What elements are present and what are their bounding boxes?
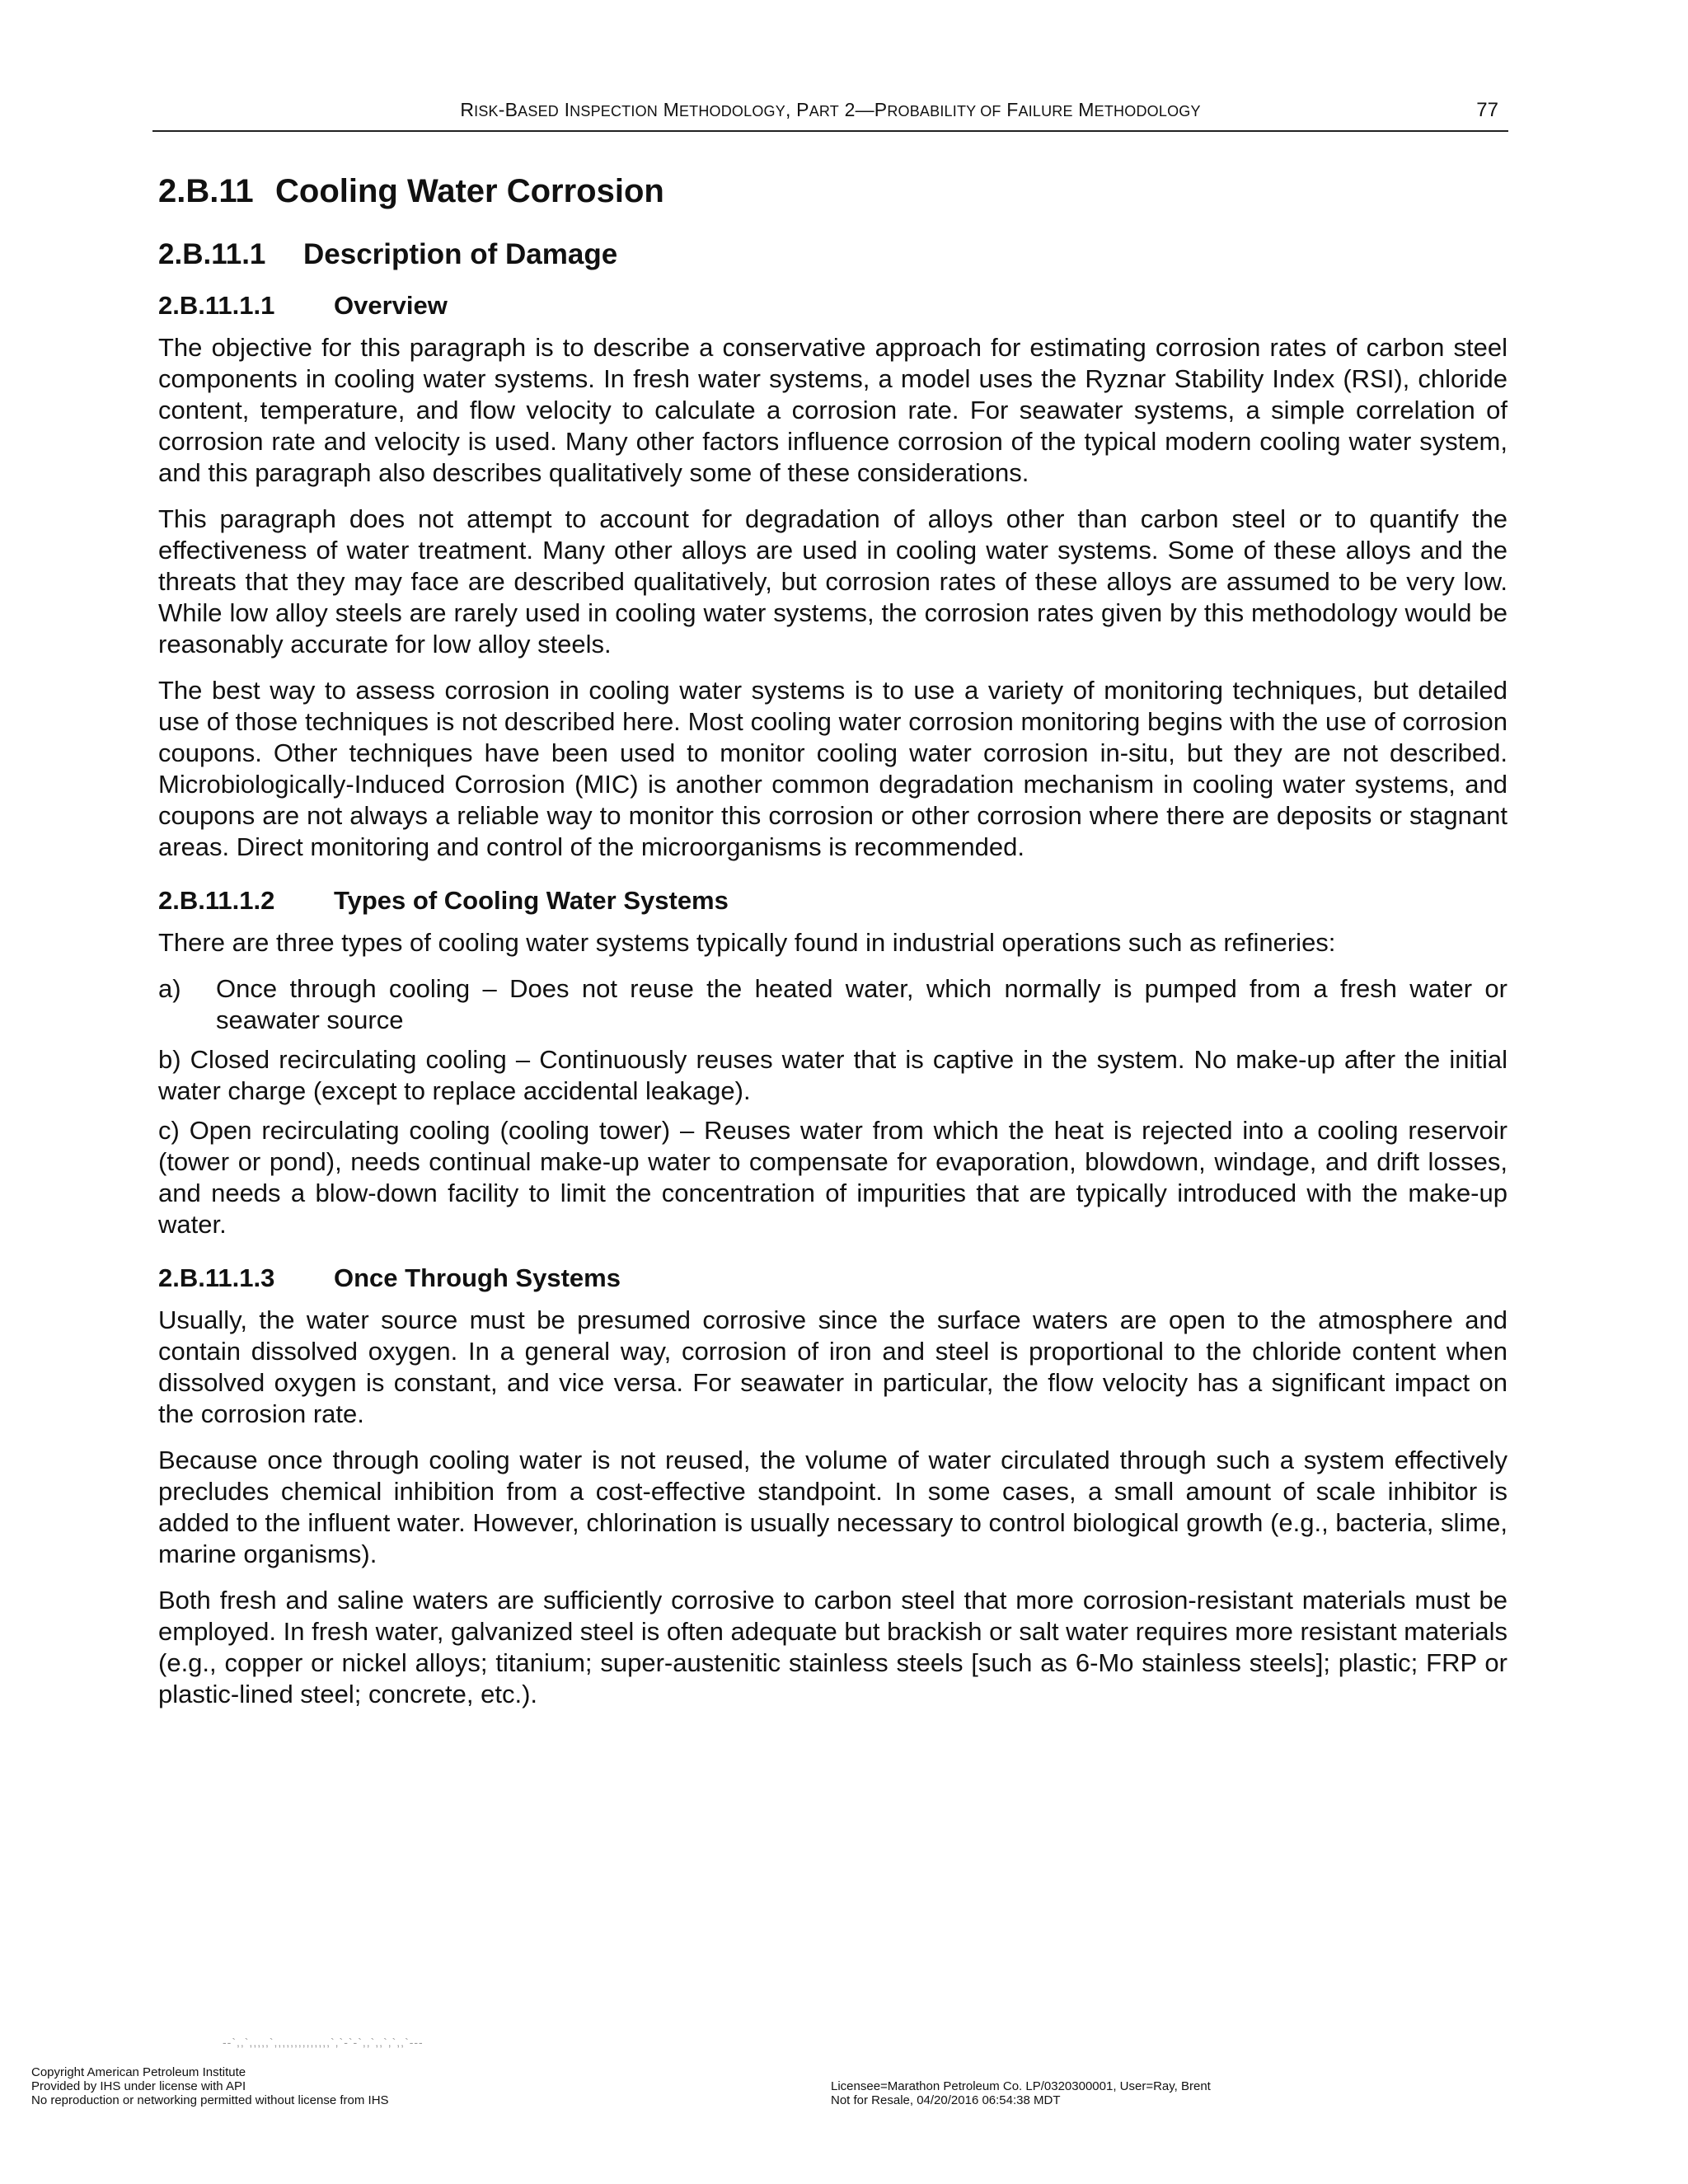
once-through-heading xyxy=(158,1263,1507,1293)
footer-line: Provided by IHS under license with API xyxy=(31,2079,246,2093)
types-number: 2.B.11.1.2 xyxy=(158,886,275,915)
page-content xyxy=(158,173,1507,1725)
overview-paragraph: The best way to assess corrosion in cooling water systems is to use a variety of monitoring techniques, but detailed use of those techniques is not described here. Most cooling water corrosion monitoring begins with the use of corrosion coupons. Other techniques have been used to monitor cooling water corrosion in-situ, but they are not described. Microbiologically-Induced Corrosion (MIC) is another common degradation mechanism in cooling water systems, and coupons are not always a reliable way to monitor this corrosion or other corrosion where there are deposits or stagnant areas. Direct monitoring and control of the microorganisms is recommended. xyxy=(158,676,1507,861)
header-title-part: M xyxy=(1072,99,1095,120)
list-item-a-text: Once through cooling – Does not reuse the heated water, which normally is pumped from a fresh water or seawater source xyxy=(216,974,1507,1034)
once-through-paragraph: Usually, the water source must be presumed corrosive since the surface waters are open to the atmosphere and contain dissolved oxygen. In a general way, corrosion of iron and steel is proportional to the chloride content when dissolved oxygen is constant, and vice versa. For seawater in particular, the flow velocity has a significant impact on the corrosion rate. xyxy=(158,1305,1507,1428)
list-item-b: b) Closed recirculating cooling – Continuously reuses water that is captive in the system. No make-up after the initial water charge (except to replace accidental leakage). xyxy=(158,1045,1507,1105)
header-title-part: I xyxy=(558,99,570,120)
subsection-heading xyxy=(158,238,1507,271)
running-header-title xyxy=(152,99,1508,121)
subsection-title: Description of Damage xyxy=(303,238,618,270)
header-title-part: M xyxy=(657,99,679,120)
types-title: Types of Cooling Water Systems xyxy=(334,886,729,915)
section-number: 2.B.11 xyxy=(158,173,254,209)
header-title-part: , P xyxy=(785,99,809,120)
header-title-part: -B xyxy=(498,99,518,120)
header-title-part: ETHODOLOGY xyxy=(678,103,785,120)
section-title: Cooling Water Corrosion xyxy=(275,173,664,209)
once-through-paragraph: Both fresh and saline waters are sufficiently corrosive to carbon steel that more corrosion-resistant materials must be employed. In fresh water, galvanized steel is often adequate but brackish or salt water requires more resistant materials (e.g., copper or nickel alloys; titanium; super-austenitic stainless steels [such as 6-Mo stainless steels]; plastic; FRP or plastic-lined steel; concrete, etc.). xyxy=(158,1586,1507,1708)
footer-line: Copyright American Petroleum Institute xyxy=(31,2065,246,2079)
header-title-part: ETHODOLOGY xyxy=(1094,103,1201,120)
header-title-part: ART xyxy=(809,103,839,120)
header-title-part: R xyxy=(460,99,475,120)
page-number: 77 xyxy=(1476,99,1498,121)
once-through-title: Once Through Systems xyxy=(334,1263,621,1292)
footer-line: No reproduction or networking permitted without license from IHS xyxy=(31,2093,389,2107)
once-through-number: 2.B.11.1.3 xyxy=(158,1263,275,1292)
footer-line: Not for Resale, 04/20/2016 06:54:38 MDT xyxy=(831,2093,1061,2107)
header-title-part: ASED xyxy=(518,103,559,120)
list-item-a xyxy=(158,973,1507,1036)
once-through-paragraph: Because once through cooling water is not reused, the volume of water circulated through such a system effectively precludes chemical inhibition from a cost-effective standpoint. In some cases, a small amount of scale inhibitor is added to the influent water. However, chlorination is usually necessary to control biological growth (e.g., bacteria, slime, marine organisms). xyxy=(158,1446,1507,1568)
header-title-part: AILURE xyxy=(1018,103,1073,120)
overview-number: 2.B.11.1.1 xyxy=(158,291,275,320)
list-item-c: c) Open recirculating cooling (cooling tower) – Reuses water from which the heat is rejected into a cooling reservoir (tower or pond), needs continual make-up water to compensate for evaporation, blowdown, windage, and drift losses, and needs a blow-down facility to limit the concentration of impurities that are typically introduced with the make-up water. xyxy=(158,1116,1507,1239)
overview-heading xyxy=(158,291,1507,321)
overview-paragraph: The objective for this paragraph is to describe a conservative approach for estimating corrosion rates of carbon steel components in cooling water systems. In fresh water systems, a model uses the Ryznar Stability Index (RSI), chloride content, temperature, and flow velocity to calculate a corrosion rate. For seawater systems, a simple correlation of corrosion rate and velocity is used. Many other factors influence corrosion of the typical modern cooling water system, and this paragraph also describes qualitatively some of these considerations. xyxy=(158,333,1507,487)
footer-license xyxy=(831,2079,1211,2107)
overview-paragraph: This paragraph does not attempt to account for degradation of alloys other than carbon steel or to quantify the effectiveness of water treatment. Many other alloys are used in cooling water systems. Some of these alloys and the threats that they may face are described qualitatively, but corrosion rates of these alloys are assumed to be very low. While low alloy steels are rarely used in cooling water systems, the corrosion rates given by this methodology would be reasonably accurate for low alloy steels. xyxy=(158,504,1507,658)
types-heading xyxy=(158,886,1507,916)
header-title-part: ISK xyxy=(474,103,499,120)
types-intro: There are three types of cooling water systems typically found in industrial operations such as refineries: xyxy=(158,928,1336,957)
footer-copyright xyxy=(31,2065,389,2107)
list-item-a-label: a) xyxy=(158,974,181,1003)
running-header xyxy=(152,99,1508,132)
footer-line: Licensee=Marathon Petroleum Co. LP/0320300001, User=Ray, Brent xyxy=(831,2079,1211,2093)
subsection-number: 2.B.11.1 xyxy=(158,238,266,270)
header-title-part: ROBABILITY OF xyxy=(887,103,1001,120)
section-heading xyxy=(158,173,1507,210)
overview-title: Overview xyxy=(334,291,448,320)
watermark-dots: --`,,`,,,,,`,,,,,,,,,,,,,,`,`-`-`,,`,,`,`,,`--- xyxy=(223,2036,424,2049)
header-title-part: 2—P xyxy=(838,99,888,120)
header-title-part: NSPECTION xyxy=(570,103,658,120)
header-title-part: F xyxy=(1001,99,1019,120)
